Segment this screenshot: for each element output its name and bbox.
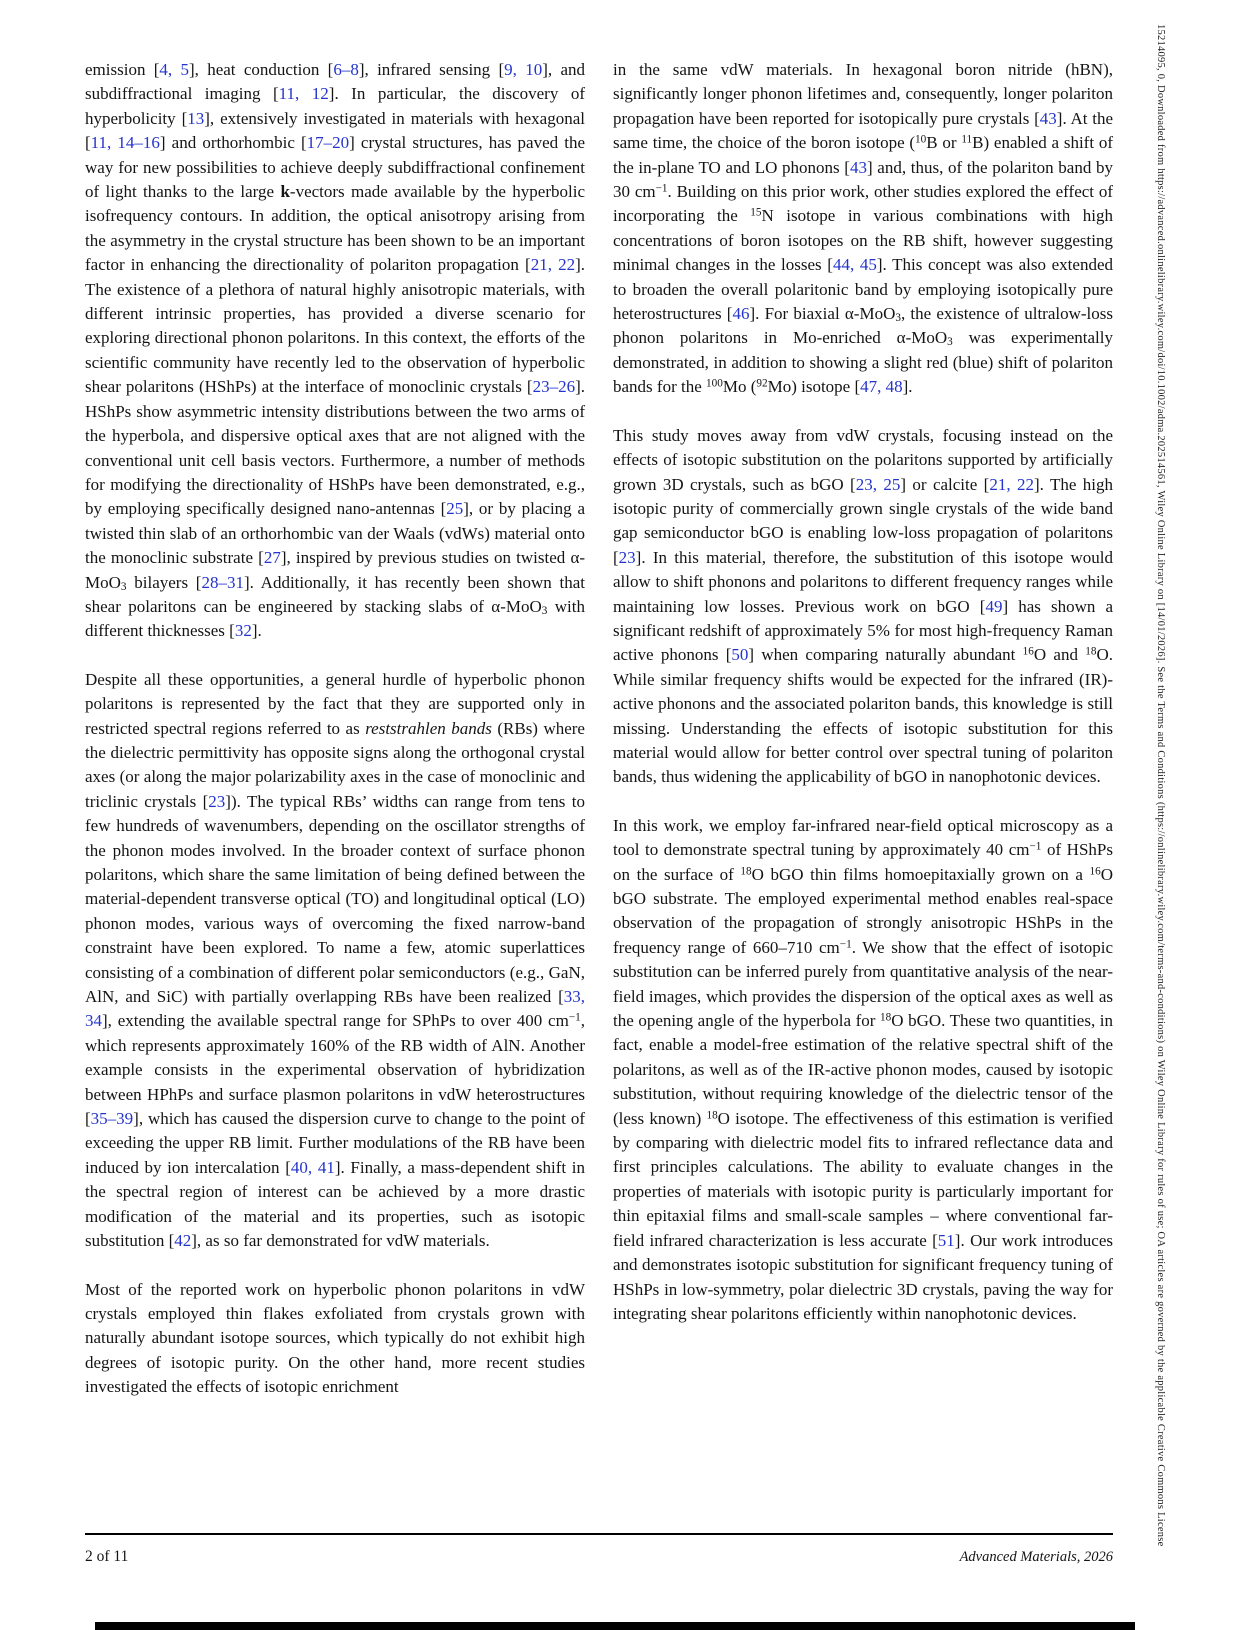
text-segment: ] and, thus, of the polariton band by 30 cm xyxy=(613,157,1113,202)
text-segment: 18 xyxy=(1085,645,1097,658)
citation-link[interactable]: 23–26 xyxy=(532,377,576,397)
text-segment: ]. In this material, therefore, the substitution of this isotope would allow to shift phonons and polaritons to different frequency ranges while maintaining low losses. Previous work on bGO [ xyxy=(613,547,1113,616)
paragraph xyxy=(613,58,1113,400)
text-segment: reststrahlen bands xyxy=(365,718,492,738)
text-segment: Despite all these opportunities, a general hurdle of hyperbolic phonon polaritons is represented by the fact that they are supported only in restricted spectral regions referred to as xyxy=(85,669,585,738)
text-segment: ] crystal structures, has paved the way for new possibilities to achieve deeply subdiffractional confinement of light thanks to the large xyxy=(85,133,586,202)
text-segment: ], heat conduction [ xyxy=(188,60,334,79)
text-segment: B or xyxy=(926,133,962,153)
text-segment: with different thicknesses [ xyxy=(85,596,585,641)
left-column xyxy=(85,58,585,1400)
text-segment: ], as so far demonstrated for vdW materials. xyxy=(191,1231,490,1251)
text-segment: O isotope. The effectiveness of this estimation is verified by comparing with dielectric model fits to infrared reflectance data and first principles calculations. The ability to evaluate changes in the properties of materials with isotopic purity is particularly important for thin epitaxial films and small-scale samples – where conventional far-field infrared characterization is less accurate [ xyxy=(613,1108,1113,1250)
citation-link[interactable]: 43 xyxy=(1039,108,1057,128)
paragraph xyxy=(85,58,585,644)
text-segment: ]. Finally, a mass-dependent shift in the spectral region of interest can be achieved by a more drastic modification of the material and its properties, such as isotopic substitution [ xyxy=(85,1157,585,1251)
citation-link[interactable]: 50 xyxy=(731,645,749,665)
citation-link[interactable]: 25 xyxy=(446,499,464,519)
citation-link[interactable]: 6–8 xyxy=(333,60,359,79)
text-segment: was experimentally demonstrated, in addition to showing a slight red (blue) shift of polariton bands for the xyxy=(613,328,1113,397)
text-segment: 10 xyxy=(915,133,927,146)
citation-link[interactable]: 47, 48 xyxy=(860,377,903,397)
text-segment: ]. This concept was also extended to broaden the overall polaritonic band by employing isotopically pure heterostructures [ xyxy=(613,255,1113,324)
text-segment: Mo ( xyxy=(722,377,757,397)
text-segment: Most of the reported work on hyperbolic phonon polaritons in vdW crystals employed thin flakes exfoliated from crystals grown with naturally abundant isotope sources, which typically do not exhibit high degrees of isotopic purity. On the other hand, more recent studies investigated the effects of isotopic enrichment xyxy=(85,1279,585,1397)
text-segment: ] and orthorhombic [ xyxy=(159,133,307,153)
text-segment: ], extensively investigated in materials with hexagonal [ xyxy=(85,108,585,153)
page-number-label: 2 of 11 xyxy=(85,1548,129,1565)
text-segment: k xyxy=(280,182,290,202)
text-segment: . Building on this prior work, other studies explored the effect of incorporating the xyxy=(613,182,1113,226)
citation-link[interactable]: 35–39 xyxy=(90,1109,134,1129)
text-segment: −1 xyxy=(568,1011,581,1024)
citation-link[interactable]: 9, 10 xyxy=(504,60,543,79)
paragraph xyxy=(85,668,585,1254)
text-segment: 100 xyxy=(706,377,723,390)
text-segment: O. While similar frequency shifts would be expected for the infrared (IR)-active phonons and the associated polariton bands, this knowledge is still missing. Understanding the effects of isotopic substitution for this material would allow for better control over spectral tuning of polariton bands, thus widening the applicability of bGO in nanophotonic devices. xyxy=(613,645,1114,787)
text-segment: ], or by placing a twisted thin slab of an orthorhombic van der Waals (vdWs) material onto the monoclinic substrate [ xyxy=(85,499,586,568)
text-segment: ]. xyxy=(902,377,913,397)
text-segment: ]. For biaxial α-MoO xyxy=(749,304,896,324)
citation-link[interactable]: 44, 45 xyxy=(832,255,877,275)
text-segment: O bGO. These two quantities, in fact, enable a model-free estimation of the relative spectral shift of the polaritons, as well as of the IR-active phonon modes, caused by isotopic substitution, without requiring knowledge of the dielectric tensor of the (less known) xyxy=(613,1011,1114,1128)
text-segment: 18 xyxy=(706,1109,718,1122)
citation-link[interactable]: 13 xyxy=(187,108,205,128)
text-segment: , the existence of ultralow-loss phonon polaritons in Mo-enriched α-MoO xyxy=(613,304,1113,348)
text-segment: bilayers [ xyxy=(126,572,202,592)
text-segment: Mo) isotope [ xyxy=(767,377,861,397)
text-segment: 15 xyxy=(750,206,762,219)
download-license-sidebar-text: 15214095, 0, Downloaded from https://advanced.onlinelibrary.wiley.com/doi/10.1002/adma.202514561, Wiley Online Library on [14/01/2026]. See the Terms and Conditions (https://onlinelibrary.wiley.com/terms-and-conditions) on Wiley Online Library for rules of use; OA articles are governed by the applicable Creative Commons License xyxy=(1155,24,1166,1547)
text-segment: ]. The high isotopic purity of commercially grown single crystals of the wide band gap semiconductor bGO is enabling low-loss propagation of polaritons [ xyxy=(613,474,1114,567)
citation-link[interactable]: 40, 41 xyxy=(290,1157,335,1177)
scan-artifact-bar xyxy=(95,1622,1135,1630)
text-segment: ], inspired by previous studies on twisted α-MoO xyxy=(85,548,586,592)
citation-link[interactable]: 46 xyxy=(732,304,750,324)
citation-link[interactable]: 27 xyxy=(263,548,281,568)
text-segment: 3 xyxy=(120,580,127,593)
citation-link[interactable]: 21, 22 xyxy=(989,474,1034,494)
text-segment: 3 xyxy=(947,336,953,349)
citation-link[interactable]: 21, 22 xyxy=(530,255,576,275)
journal-citation-label: Advanced Materials, 2026 xyxy=(959,1549,1113,1565)
text-segment: ]. In particular, the discovery of hyperbolicity [ xyxy=(85,84,585,128)
text-segment: ], which has caused the dispersion curve to change to the point of exceeding the upper RB limit. Further modulations of the RB have been induced by ion intercalation [ xyxy=(85,1109,585,1177)
text-segment: ], infrared sensing [ xyxy=(358,60,505,79)
two-column-text-body xyxy=(85,58,1113,1400)
text-segment: . We show that the effect of isotopic substitution can be inferred purely from quantitative analysis of the near-field images, which provides the dispersion of the optical axes as well as the opening angle of the hyperbola for xyxy=(613,937,1113,1031)
text-segment: B) enabled a shift of the in-plane TO and LO phonons [ xyxy=(613,133,1113,177)
text-segment: ], and subdiffractional imaging [ xyxy=(85,60,585,104)
citation-link[interactable]: 23 xyxy=(208,791,226,811)
text-segment: −1 xyxy=(1029,840,1042,853)
text-segment: In this work, we employ far-infrared near-field optical microscopy as a tool to demonstrate spectral tuning by approximately 40 cm xyxy=(613,815,1113,860)
text-segment: 18 xyxy=(740,864,752,877)
text-segment: 16 xyxy=(1022,645,1034,658)
citation-link[interactable]: 32 xyxy=(234,621,252,641)
footer-divider xyxy=(85,1533,1113,1535)
citation-link[interactable]: 23 xyxy=(618,547,636,567)
text-segment: O bGO thin films homoepitaxially grown on a xyxy=(751,864,1090,884)
text-segment: 11 xyxy=(961,133,973,146)
citation-link[interactable]: 49 xyxy=(985,596,1003,616)
text-segment: ]. Additionally, it has recently been shown that shear polaritons can be engineered by stacking slabs of α-MoO xyxy=(85,572,585,616)
text-segment: of HShPs on the surface of xyxy=(613,840,1113,884)
text-segment: This study moves away from vdW crystals, focusing instead on the effects of isotopic substitution on the polaritons supported by artificially grown 3D crystals, such as bGO [ xyxy=(613,425,1113,494)
text-segment: ]). The typical RBs’ widths can range from tens to few hundreds of wavenumbers, depending on the oscillator strengths of the phonon modes involved. In the broader context of surface phonon polaritons, which share the same limitation of being defined between the material-dependent transverse optical (TO) and longitudinal optical (LO) phonon modes, various ways of overcoming the fixed narrow-band constraint have been explored. To name a few, atomic superlattices consisting of a combination of different polar semiconductors (e.g., GaN, AlN, and SiC) with partially overlapping RBs have been realized [ xyxy=(85,791,585,1007)
text-segment: ] or calcite [ xyxy=(900,474,990,494)
text-segment: in the same vdW materials. In hexagonal boron nitride (hBN), significantly longer phonon lifetimes and, consequently, longer polariton propagation have been reported for isotopically pure crystals [ xyxy=(613,60,1113,128)
text-segment: ]. Our work introduces and demonstrates isotopic substitution for significant frequency tuning of HShPs in low-symmetry, polar dielectric 3D crystals, paving the way for integrating shear polaritons efficiently within nanophotonic devices. xyxy=(613,1230,1113,1323)
citation-link[interactable]: 28–31 xyxy=(201,572,244,592)
paragraph xyxy=(85,1278,585,1400)
text-segment: 3 xyxy=(541,604,548,617)
text-segment: ]. The existence of a plethora of natural highly anisotropic materials, with different intrinsic properties, has provided a diverse scenario for exploring directional phonon polaritons. In this context, the efforts of the scientific community have recently led to the observation of hyperbolic shear polaritons (HShPs) at the interface of monoclinic crystals [ xyxy=(85,255,586,397)
text-segment: −1 xyxy=(655,182,668,195)
text-segment: (RBs) where the dielectric permittivity has opposite signs along the orthogonal crystal axes (or along the major polarizability axes in the case of monoclinic and triclinic crystals [ xyxy=(85,718,585,811)
citation-link[interactable]: 11, 14–16 xyxy=(90,133,160,153)
text-segment: ]. At the same time, the choice of the boron isotope ( xyxy=(613,108,1113,153)
citation-link[interactable]: 23, 25 xyxy=(855,474,901,494)
citation-link[interactable]: 42 xyxy=(174,1231,192,1251)
text-segment: , which represents approximately 160% of the RB width of AlN. Another example consists in the experimental observation of hybridization between HPhPs and surface plasmon polaritons in vdW heterostructures [ xyxy=(85,1011,585,1129)
text-segment: ], extending the available spectral range for SPhPs to over 400 cm xyxy=(102,1011,569,1031)
text-segment: ]. xyxy=(251,621,262,641)
text-segment: 16 xyxy=(1089,864,1101,877)
text-segment: 3 xyxy=(895,312,901,325)
text-segment: 18 xyxy=(880,1011,892,1024)
right-column xyxy=(613,58,1113,1400)
text-segment: O bGO substrate. The employed experimental method enables real-space observation of the propagation of strongly anisotropic HShPs in the frequency range of 660–710 cm xyxy=(613,864,1113,957)
text-segment: ] when comparing naturally abundant xyxy=(748,645,1023,665)
text-segment: 92 xyxy=(756,377,768,390)
paragraph xyxy=(613,424,1113,790)
citation-link[interactable]: 17–20 xyxy=(306,133,350,153)
citation-link[interactable]: 51 xyxy=(937,1230,955,1250)
text-segment: ]. HShPs show asymmetric intensity distributions between the two arms of the hyperbola, and dispersive optical axes that are not aligned with the conventional unit cell basis vectors. Furthermore, a number of methods for modifying the directionality of HShPs have been demonstrated, e.g., by employing specifically designed nano-antennas [ xyxy=(85,377,585,519)
text-segment: O and xyxy=(1033,645,1086,665)
text-segment: N isotope in various combinations with high concentrations of boron isotopes on the RB shift, however suggesting minimal changes in the losses [ xyxy=(613,206,1113,275)
citation-link[interactable]: 43 xyxy=(849,157,867,177)
citation-link[interactable]: 11, 12 xyxy=(278,84,329,104)
text-segment: -vectors made available by the hyperbolic isofrequency contours. In addition, the optical anisotropy arising from the asymmetry in the crystal structure has been shown to be an important factor in enhancing the directionality of polariton propagation [ xyxy=(85,182,586,275)
citation-link[interactable]: 4, 5 xyxy=(159,60,189,79)
paragraph xyxy=(613,814,1113,1327)
text-segment: −1 xyxy=(839,938,852,951)
citation-link[interactable]: 33, 34 xyxy=(85,987,585,1031)
text-segment: emission [ xyxy=(85,60,160,79)
text-segment: ] has shown a significant redshift of approximately 5% for most high-frequency Raman active phonons [ xyxy=(613,596,1113,665)
